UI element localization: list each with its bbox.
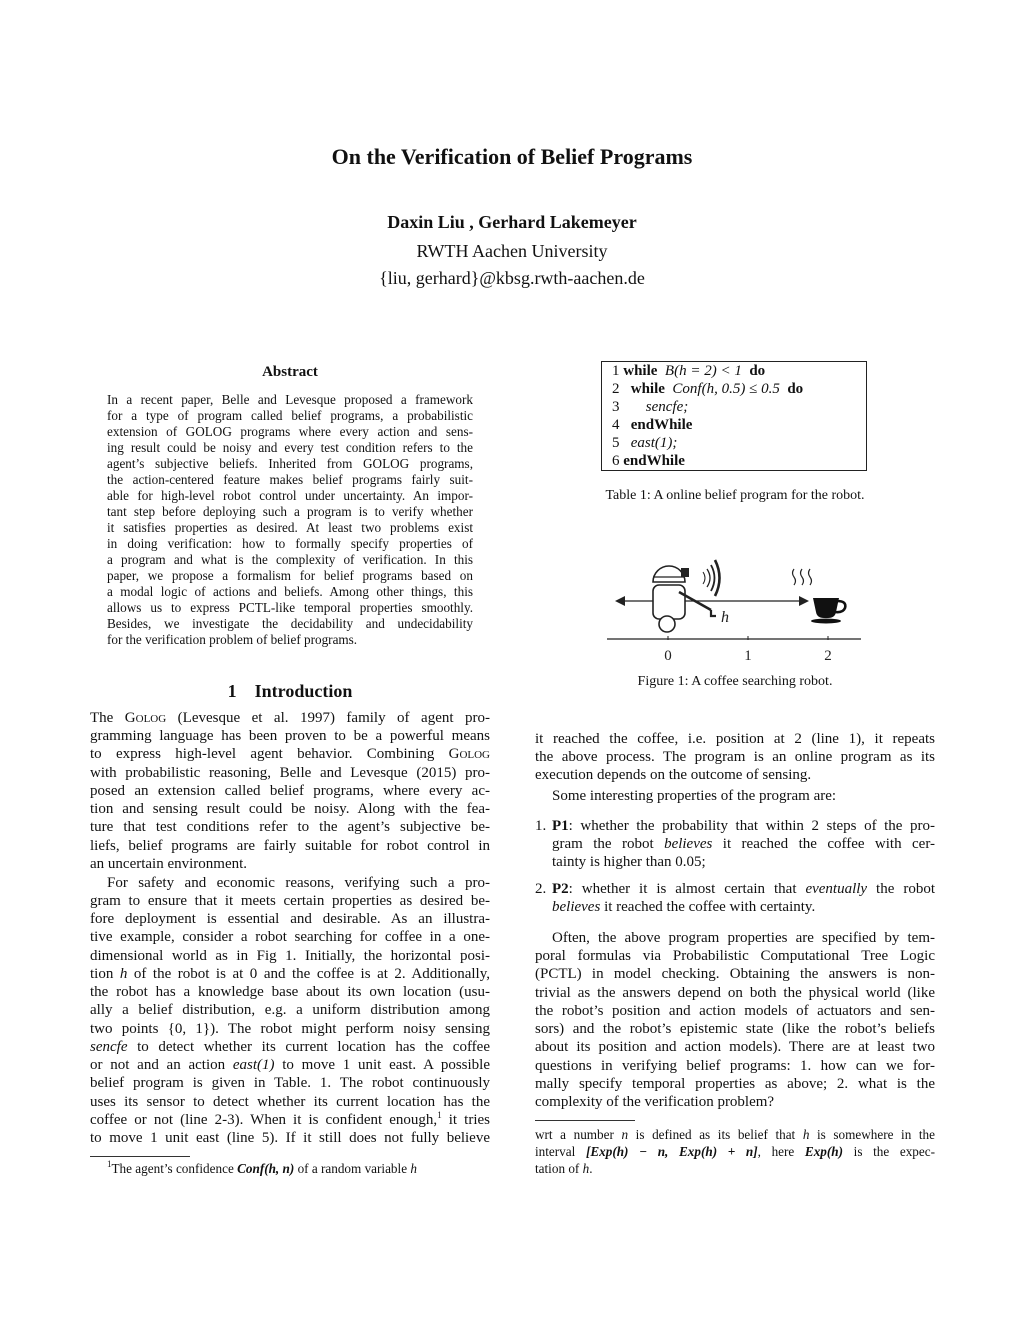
abstract-line: for a type of program called belief programs, a probabilistic xyxy=(107,408,473,423)
program-line: 1 while B(h = 2) < 1 do xyxy=(612,363,766,379)
abstract-line: ing result could be noisy and every test condition refers to the xyxy=(107,440,473,455)
list-line: believes it reached the coffee with certainty. xyxy=(552,899,816,915)
body-line: execution depends on the outcome of sensing. xyxy=(535,767,812,783)
golog-name: Golog xyxy=(448,746,490,762)
footnote-mark: 1 xyxy=(437,1110,442,1120)
body-line: Some interesting properties of the program are: xyxy=(552,788,837,804)
footnote-rule xyxy=(90,1156,190,1157)
body-line: to express high-level agent behavior. Combining Golog xyxy=(90,746,490,762)
body-line: mally specify temporal properties as above; 2. what is the xyxy=(535,1076,935,1092)
body-line: The Golog (Levesque et al. 1997) family of agent pro- xyxy=(90,710,490,726)
abstract-line: In a recent paper, Belle and Levesque proposed a framework xyxy=(107,392,473,407)
abstract-line: extension of GOLOG programs where every action and sens- xyxy=(107,424,473,439)
section-title: Introduction xyxy=(254,681,353,701)
affiliation: RWTH Aachen University xyxy=(416,241,608,261)
arrow-head-left xyxy=(615,596,625,606)
body-line: questions in verifying belief programs: 1. how can we for- xyxy=(535,1058,935,1074)
body-line: poral formulas via Probabilistic Computational Tree Logic xyxy=(535,948,935,964)
coffee-robot-figure xyxy=(595,552,875,667)
body-line: ally a belief distribution, e.g. a uniform distribution among xyxy=(90,1002,490,1018)
list-line: 2. P2: whether it is almost certain that eventually the robot xyxy=(535,881,935,897)
footnote-rule xyxy=(535,1120,635,1121)
program-line: 5 east(1); xyxy=(612,435,678,451)
footnote-continued-line: wrt a number n is defined as its belief that h is somewhere in the xyxy=(535,1127,936,1142)
abstract-line: a program and what is the complexity of verification. In this xyxy=(107,552,473,567)
footnote-continued-line: tation of h. xyxy=(535,1161,593,1176)
body-line: with probabilistic reasoning, Belle and Levesque (2015) pro- xyxy=(90,765,490,781)
arrow-head-right xyxy=(799,596,809,606)
golog-name: Golog xyxy=(124,710,167,726)
belief-program-table xyxy=(601,361,867,471)
abstract-line: allows us to express PCTL-like temporal properties smoothly. xyxy=(107,600,473,615)
figure-caption: Figure 1: A coffee searching robot. xyxy=(637,674,833,689)
body-line: two points {0, 1}). The robot might perform noisy sensing xyxy=(90,1021,490,1037)
body-line: complexity of the verification problem? xyxy=(535,1094,775,1110)
program-line: 6 endWhile xyxy=(612,453,685,469)
body-line: belief program is given in Table. 1. The robot continuously xyxy=(90,1075,490,1091)
abstract-line: able for high-level robot control under uncertainty. An impor- xyxy=(107,488,473,503)
program-line: 4 endWhile xyxy=(612,417,693,433)
body-line: tive example, consider a robot searching for coffee in a one- xyxy=(90,929,490,945)
body-line: the above process. The program is an online program as its xyxy=(535,749,935,765)
body-line: to move 1 unit east (line 5). If it still does not fully believe xyxy=(90,1130,490,1146)
body-line: tion and sensing result could be noisy. Along with the fea- xyxy=(90,801,490,817)
abstract-line: agent’s subjective beliefs. Inherited from GOLOG programs, xyxy=(107,456,473,471)
tick-label-0: 0 xyxy=(664,648,672,664)
abstract-line: tant step before deploying such a program is to verify whether xyxy=(107,504,473,519)
body-line: gramming language has been proven to be a powerful means xyxy=(90,728,490,744)
body-line: sencfe to detect whether its current location has the coffee xyxy=(90,1039,490,1055)
body-line: the robot’s position and action models of actuators and sen- xyxy=(535,1003,935,1019)
body-line: posed an extension called belief programs, where every ac- xyxy=(90,783,490,799)
body-line: For safety and economic reasons, verifying such a pro- xyxy=(107,875,490,891)
body-line: dimensional world as in Fig 1. Initially, the horizontal posi- xyxy=(90,948,490,964)
paper-title: On the Verification of Belief Programs xyxy=(331,144,693,169)
body-line: ture that test conditions refer to the agent’s subjective be- xyxy=(90,819,490,835)
coffee-cup-icon xyxy=(793,569,846,624)
body-line: fore deployment is essential and desirable. As an illustra- xyxy=(90,911,490,927)
abstract-line: it satisfies properties as desired. At least two problems exist xyxy=(107,520,473,535)
section-heading-introduction xyxy=(90,681,490,702)
list-line: 1. P1: whether the probability that within 2 steps of the pro- xyxy=(535,818,935,834)
tick-label-2: 2 xyxy=(824,648,832,664)
body-line: the robot has a knowledge base about its own location (usu- xyxy=(90,984,490,1000)
body-line: trivial as the answers depend on both the physical world (like xyxy=(535,985,935,1001)
abstract-line: a modal logic of actions and beliefs. Among other things, this xyxy=(107,584,473,599)
author-list: Daxin Liu , Gerhard Lakemeyer xyxy=(387,212,637,232)
body-line: Often, the above program properties are specified by tem- xyxy=(552,930,935,946)
table-caption: Table 1: A online belief program for the robot. xyxy=(605,488,865,503)
footnote-1: $^1$The agent’s confidence Conf(h, n) of a random variable h xyxy=(107,1159,417,1176)
tick-label-1: 1 xyxy=(744,648,752,664)
abstract-line: the action-centered feature makes belief programs fairly suit- xyxy=(107,472,473,487)
program-line: 2 while Conf(h, 0.5) ≤ 0.5 do xyxy=(612,381,804,397)
body-line: or not and an action east(1) to move 1 unit east. A possible xyxy=(90,1057,490,1073)
list-line: tainty is higher than 0.05; xyxy=(552,854,706,870)
body-line: coffee or not (line 2-3). When it is confident enough,$^1$ it tries xyxy=(90,1110,490,1128)
body-line: gram to ensure that it meets certain properties as desired be- xyxy=(90,893,490,909)
abstract-line: paper, we propose a formalism for belief programs based on xyxy=(107,568,473,583)
author-email: {liu, gerhard}@kbsg.rwth-aachen.de xyxy=(379,268,645,288)
sensor-wave-icon xyxy=(703,560,720,596)
body-line: sors) and the robot’s epistemic state (like the robot’s beliefs xyxy=(535,1021,935,1037)
body-line: (PCTL) in model checking. Obtaining the answers is non- xyxy=(535,966,935,982)
program-line: 3 sencfe; xyxy=(612,399,689,415)
abstract-line: Besides, we investigate the decidability and undecidability xyxy=(107,616,473,631)
body-line: an uncertain environment. xyxy=(90,856,248,872)
footnote-continued-line: interval [Exp(h) − n, Exp(h) + n], here Exp(h) is the expec- xyxy=(535,1144,935,1159)
body-line: tion h of the robot is at 0 and the coffee is at 2. Additionally, xyxy=(90,966,490,982)
robot-icon xyxy=(653,566,716,632)
body-line: uses its sensor to detect whether its current location has the xyxy=(90,1094,490,1110)
body-line: it reached the coffee, i.e. position at 2 (line 1), it repeats xyxy=(535,731,935,747)
abstract-line: for the verification problem of belief programs. xyxy=(107,632,358,647)
body-line: liefs, belief programs are fairly suitable for robot control in xyxy=(90,838,490,854)
body-line: about its position and action models). There are at least two xyxy=(535,1039,935,1055)
abstract-line: in doing verification: how to formally specify properties of xyxy=(107,536,473,551)
section-number: 1 xyxy=(227,681,237,701)
list-line: gram the robot believes it reached the coffee with cer- xyxy=(552,836,936,852)
abstract-heading: Abstract xyxy=(262,364,318,380)
h-label: h xyxy=(721,609,729,626)
